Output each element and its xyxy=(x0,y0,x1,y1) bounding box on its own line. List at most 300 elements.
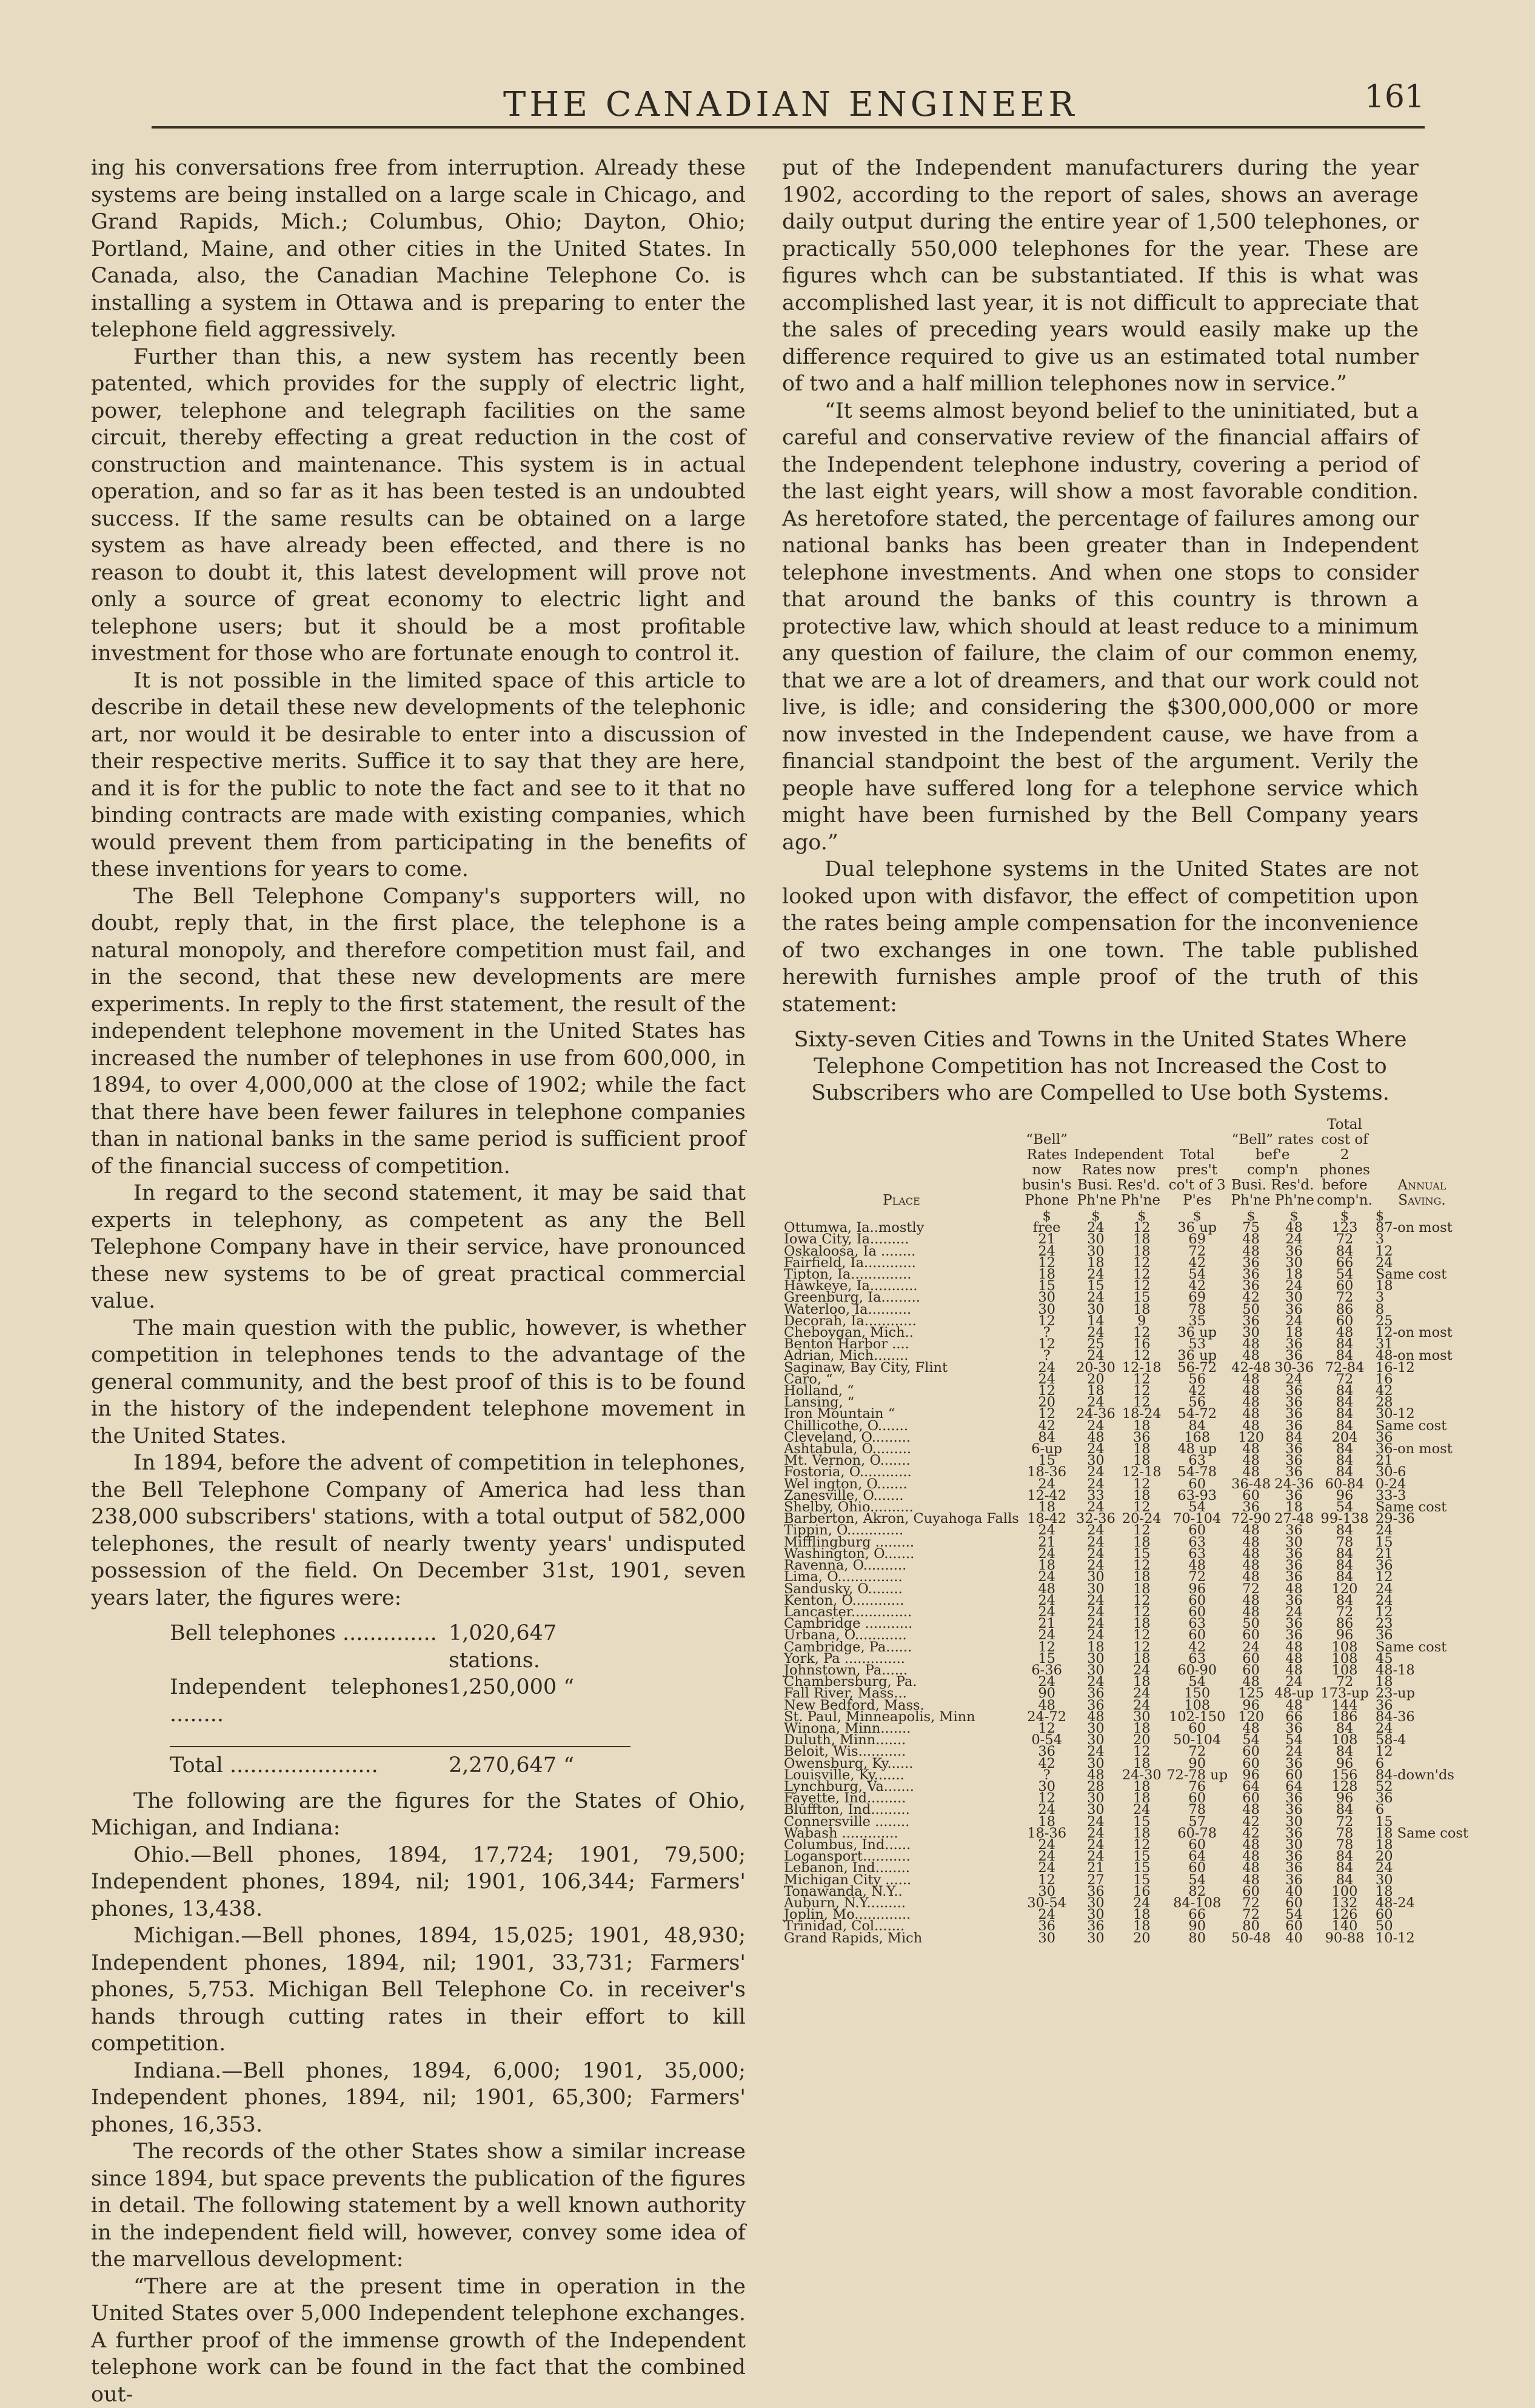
table-cell: 54 xyxy=(1316,1269,1374,1280)
table-cell: 15 xyxy=(1021,1455,1073,1467)
table-cell: 30 xyxy=(1072,1584,1119,1595)
table-cell: 84 xyxy=(1316,1548,1374,1560)
table-cell: 50-48 xyxy=(1229,1933,1272,1944)
table-cell: 108 xyxy=(1316,1642,1374,1653)
table-cell: 84 xyxy=(1316,1595,1374,1607)
table-cell: 24 xyxy=(1119,1665,1165,1676)
table-cell: 24 xyxy=(1072,1828,1119,1839)
table-cell-place: Adrian, Mich........ xyxy=(782,1350,1021,1362)
table-cell: 36 xyxy=(1229,1280,1272,1292)
table-cell: 42 xyxy=(1165,1257,1229,1269)
table-cell: 42 xyxy=(1165,1642,1229,1653)
paragraph: ing his conversations free from interruption. Already these systems are being installed on a large scale in Chicago, and Grand Rapids, Mich.; Columbus, Ohio; Dayton, Ohio; Portland, Maine, and other cities in the United States. In Canada, also, the Canadian Machine Telephone Co. is installing a system in Ottawa and is preparing to enter the telephone field aggressively. xyxy=(91,155,746,344)
table-cell: 18 xyxy=(1119,1246,1165,1257)
table-cell-place: Kenton, O............ xyxy=(782,1595,1021,1607)
table-cell: 8 xyxy=(1374,1304,1470,1316)
table-cell: 30 xyxy=(1072,1304,1119,1316)
table-cell: 48 xyxy=(1229,1443,1272,1455)
table-cell: 96 xyxy=(1229,1700,1272,1711)
table-cell: 23-up xyxy=(1374,1688,1470,1699)
table-cell: 24 xyxy=(1021,1246,1073,1257)
table-cell: 14 xyxy=(1072,1316,1119,1327)
table-cell: 24 xyxy=(1072,1269,1119,1280)
table-cell: 18 xyxy=(1072,1642,1119,1653)
table-cell: 144 xyxy=(1316,1700,1374,1711)
table-cell-place: Cleveland, O......... xyxy=(782,1432,1021,1443)
table-cell-place: Grand Rapids, Mich xyxy=(782,1933,1021,1944)
table-cell-place: Zanesville, O....... xyxy=(782,1490,1021,1502)
table-cell: 18-36 xyxy=(1021,1828,1073,1839)
table-cell: Same cost xyxy=(1374,1502,1470,1513)
table-cell: 3 xyxy=(1374,1234,1470,1245)
table-cell-place: Washington, O....... xyxy=(782,1548,1021,1560)
table-cell: 48 xyxy=(1229,1246,1272,1257)
table-cell: 108 xyxy=(1316,1734,1374,1746)
table-cell: 63 xyxy=(1165,1455,1229,1467)
table-cell: 36 up xyxy=(1165,1327,1229,1339)
table-cell: 72-90 xyxy=(1229,1513,1272,1525)
table-cell: 20 xyxy=(1072,1374,1119,1385)
table-cell: 32-36 xyxy=(1072,1513,1119,1525)
table-cell: 12 xyxy=(1021,1339,1073,1350)
table-cell: 66 xyxy=(1165,1909,1229,1921)
table-cell-place: Logansport........... xyxy=(782,1851,1021,1862)
table-cell-place: Lansing, “ xyxy=(782,1397,1021,1408)
table-cell: 60 xyxy=(1374,1909,1470,1921)
paragraph: Further than this, a new system has recently been patented, which provides for the supply of electric light, power, telephone and telegraph facilities on the same circuit, thereby effecting a great reduction in the cost of construction and maintenance. This system is in actual operation, and so far as it has been tested is an undoubted success. If the same results can be obtained on a large system as have already been effected, and there is no reason to doubt it, this latest development will prove not only a source of great economy to electric light and telephone users; but it should be a most profitable investment for those who are fortunate enough to control it. xyxy=(91,344,746,667)
table-cell: 90 xyxy=(1165,1758,1229,1770)
stats-label: Independent telephones ........ xyxy=(170,1674,449,1728)
table-cell: 24 xyxy=(1072,1420,1119,1432)
table-caption: Sixty-seven Cities and Towns in the United States Where Telephone Competition has not Increased the Cost to Subscribers who are Compelled to Use both Systems. xyxy=(782,1026,1419,1106)
table-cell: 10-12 xyxy=(1374,1933,1470,1944)
table-cell: 24 xyxy=(1021,1595,1073,1607)
table-cell: 60 xyxy=(1272,1898,1316,1909)
table-cell: 15 xyxy=(1021,1280,1073,1292)
paragraph: It is not possible in the limited space of this article to describe in detail these new developments of the telephonic art, nor would it be desirable to enter into a discussion of their respective merits. Suffice it to say that they are here, and it is for the public to note the fact and see to it that no binding contracts are made with existing companies, which would prevent them from participating in the benefits of these inventions for years to come. xyxy=(91,667,746,883)
table-cell: 48 xyxy=(1229,1408,1272,1420)
table-cell: 12 xyxy=(1119,1222,1165,1234)
table-cell: 84 xyxy=(1316,1571,1374,1583)
table-cell: 30 xyxy=(1272,1292,1316,1303)
table-cell: 42 xyxy=(1021,1420,1073,1432)
stats-label: Bell telephones .............. xyxy=(170,1620,449,1674)
table-cell: 48 xyxy=(1229,1839,1272,1851)
table-cell: 6 xyxy=(1374,1804,1470,1816)
table-cell: 72 xyxy=(1316,1234,1374,1245)
table-cell: 50-104 xyxy=(1165,1734,1229,1746)
table-cell-place: Fall River, Mass... xyxy=(782,1688,1021,1699)
table-cell: 57 xyxy=(1165,1816,1229,1828)
table-cell-place: Ashtabula, O......... xyxy=(782,1443,1021,1455)
table-cell: 48 xyxy=(1229,1862,1272,1874)
table-cell: 84 xyxy=(1316,1350,1374,1362)
table-cell: 18 xyxy=(1119,1443,1165,1455)
table-cell: 75 xyxy=(1229,1222,1272,1234)
table-cell: 24-36 xyxy=(1272,1479,1316,1490)
table-cell: 18 xyxy=(1119,1653,1165,1665)
table-cell: 90-88 xyxy=(1316,1933,1374,1944)
table-cell: 18 xyxy=(1119,1234,1165,1245)
table-cell: 24 xyxy=(1021,1525,1073,1536)
stats-value: 1,020,647 stations. xyxy=(449,1620,630,1674)
table-cell: 30 xyxy=(1072,1246,1119,1257)
table-cell: 48 xyxy=(1272,1222,1316,1234)
table-cell: 31 xyxy=(1374,1339,1470,1350)
table-cell: 56 xyxy=(1165,1374,1229,1385)
paragraph: The Bell Telephone Company's supporters will, no doubt, reply that, in the first place, the telephone is a natural monopoly, and therefore competition must fail, and in the second, that these new developments are mere experiments. In reply to the first statement, the result of the independent telephone movement in the United States has increased the number of telephones in use from 600,000, in 1894, to over 4,000,000 at the close of 1902; while the fact that there have been fewer failures in telephone companies than in national banks in the same period is sufficient proof of the financial success of competition. xyxy=(91,883,746,1180)
table-cell: 30-54 xyxy=(1021,1898,1073,1909)
table-cell: 36 xyxy=(1272,1804,1316,1816)
table-cell: ? xyxy=(1021,1327,1073,1339)
table-cell: 63 xyxy=(1165,1653,1229,1665)
right-column xyxy=(782,155,1419,1944)
table-cell-place: Holland, “ xyxy=(782,1385,1021,1397)
table-cell-place: Sandusky, O........ xyxy=(782,1584,1021,1595)
table-cell-place: Mt. Vernon, O....... xyxy=(782,1455,1021,1467)
table-cell: 24 xyxy=(1072,1467,1119,1478)
table-cell: 24 xyxy=(1272,1234,1316,1245)
table-cell: $ xyxy=(1229,1211,1272,1222)
table-cell: 108 xyxy=(1316,1653,1374,1665)
table-cell: 42 xyxy=(1229,1816,1272,1828)
table-cell: 36-48 xyxy=(1229,1479,1272,1490)
table-cell: 24 xyxy=(1119,1688,1165,1699)
table-cell: 60 xyxy=(1229,1630,1272,1641)
rates-table xyxy=(782,1117,1470,1944)
table-cell-place: Lebanon, Ind........ xyxy=(782,1862,1021,1874)
table-cell: 72 xyxy=(1316,1607,1374,1618)
table-cell: 36 xyxy=(1374,1793,1470,1804)
table-cell-place: Fairfield, Ia............ xyxy=(782,1257,1021,1269)
table-cell: 24 xyxy=(1119,1804,1165,1816)
table-cell-place: Owensburg, Ky...... xyxy=(782,1758,1021,1770)
header-independent-rates: Independent Rates now Busi. Res'd. Ph'ne Ph'ne xyxy=(1072,1117,1165,1211)
table-cell: 36 xyxy=(1272,1408,1316,1420)
table-cell: 24 xyxy=(1072,1851,1119,1862)
table-cell: 18 xyxy=(1119,1420,1165,1432)
table-cell: 48 xyxy=(1229,1548,1272,1560)
paragraph: In regard to the second statement, it may be said that experts in telephony, as competent as any the Bell Telephone Company have in their service, have pronounced these new systems to be of great practical commercial value. xyxy=(91,1180,746,1315)
table-cell: 30 xyxy=(1229,1327,1272,1339)
table-cell: 48 xyxy=(1165,1560,1229,1571)
table-cell: 18 Same cost xyxy=(1374,1828,1470,1839)
table-cell: 60 xyxy=(1165,1839,1229,1851)
telephone-stats xyxy=(170,1620,630,1779)
table-cell: 84 xyxy=(1165,1420,1229,1432)
table-cell: 64 xyxy=(1165,1851,1229,1862)
table-cell: 72 xyxy=(1165,1571,1229,1583)
table-cell: 84 xyxy=(1316,1851,1374,1862)
table-cell-place: Tonawanda, N.Y.. xyxy=(782,1886,1021,1898)
table-cell: 60 xyxy=(1165,1595,1229,1607)
table-cell-place: Iron Mountain “ xyxy=(782,1408,1021,1420)
table-cell: 20 xyxy=(1374,1851,1470,1862)
table-cell: 35 xyxy=(1165,1316,1229,1327)
table-cell: 24 xyxy=(1072,1607,1119,1618)
table-cell-place: Benton Harbor .... xyxy=(782,1339,1021,1350)
table-cell: 12 xyxy=(1119,1269,1165,1280)
table-cell: 42 xyxy=(1165,1385,1229,1397)
table-cell: 36 up xyxy=(1165,1222,1229,1234)
table-cell: 78 xyxy=(1165,1304,1229,1316)
table-cell: 20 xyxy=(1119,1933,1165,1944)
table-cell: 36 xyxy=(1272,1828,1316,1839)
table-cell: 36 xyxy=(1229,1257,1272,1269)
table-cell-place: Lancaster.............. xyxy=(782,1607,1021,1618)
table-cell: 18 xyxy=(1119,1723,1165,1734)
table-cell: 204 xyxy=(1316,1432,1374,1443)
table-cell: 30 xyxy=(1072,1909,1119,1921)
table-cell: 36 xyxy=(1272,1385,1316,1397)
table-cell: 63 xyxy=(1165,1537,1229,1548)
table-cell: 48 xyxy=(1229,1804,1272,1816)
table-cell-place: Fayette, Ind......... xyxy=(782,1793,1021,1804)
table-cell: 21 xyxy=(1072,1862,1119,1874)
table-cell: 21 xyxy=(1021,1234,1073,1245)
table-cell: 24 xyxy=(1374,1584,1470,1595)
table-cell: 42-48 xyxy=(1229,1362,1272,1374)
table-cell: 53 xyxy=(1165,1339,1229,1350)
table-cell: 54 xyxy=(1165,1676,1229,1688)
table-cell: 12-18 xyxy=(1119,1362,1165,1374)
table-cell: 84 xyxy=(1316,1862,1374,1874)
table-cell-place: Caro, “ xyxy=(782,1374,1021,1385)
table-cell: 30 xyxy=(1072,1793,1119,1804)
table-cell: 36 xyxy=(1272,1525,1316,1536)
table-cell-place: Trinidad, Col....... xyxy=(782,1921,1021,1932)
table-cell: 60 xyxy=(1165,1525,1229,1536)
table-cell: 12 xyxy=(1021,1385,1073,1397)
table-cell: 84 xyxy=(1316,1525,1374,1536)
table-cell: 36 xyxy=(1119,1432,1165,1443)
table-cell: 36 xyxy=(1374,1700,1470,1711)
table-cell: 78 xyxy=(1316,1828,1374,1839)
table-cell: 6-36 xyxy=(1021,1665,1073,1676)
table-cell: 48 xyxy=(1072,1432,1119,1443)
table-cell: 84 xyxy=(1316,1723,1374,1734)
table-cell: 9 xyxy=(1119,1316,1165,1327)
table-cell: 48 xyxy=(1229,1723,1272,1734)
table-cell: 12 xyxy=(1021,1316,1073,1327)
table-cell: 69 xyxy=(1165,1292,1229,1303)
table-cell: 30 xyxy=(1072,1804,1119,1816)
table-cell: 24 xyxy=(1374,1525,1470,1536)
table-cell-place: Hawkeye, Ia........... xyxy=(782,1280,1021,1292)
table-cell: 120 xyxy=(1229,1432,1272,1443)
table-cell: 24 xyxy=(1272,1280,1316,1292)
table-cell: 36 xyxy=(1229,1502,1272,1513)
table-cell: 18 xyxy=(1021,1269,1073,1280)
table-cell: 96 xyxy=(1316,1758,1374,1770)
table-cell: 15 xyxy=(1119,1816,1165,1828)
table-cell: 48 xyxy=(1021,1584,1073,1595)
table-cell: 66 xyxy=(1316,1257,1374,1269)
table-cell: 12 xyxy=(1021,1257,1073,1269)
table-cell: 84 xyxy=(1021,1432,1073,1443)
table-cell: 16-12 xyxy=(1374,1362,1470,1374)
table-cell: 84 xyxy=(1316,1443,1374,1455)
table-row xyxy=(782,1362,1470,1374)
table-cell: 24 xyxy=(1072,1676,1119,1688)
table-cell-place: Barberton, Akron, Cuyahoga Falls xyxy=(782,1513,1021,1525)
table-cell: 24 xyxy=(1021,1804,1073,1816)
table-cell: 15 xyxy=(1119,1875,1165,1886)
table-cell: 24 xyxy=(1021,1862,1073,1874)
table-cell: 60-90 xyxy=(1165,1665,1229,1676)
table-cell: 54 xyxy=(1316,1502,1374,1513)
table-cell: 24 xyxy=(1072,1548,1119,1560)
table-cell: 58-4 xyxy=(1374,1734,1470,1746)
table-cell: 54 xyxy=(1272,1734,1316,1746)
table-cell: 48 xyxy=(1229,1851,1272,1862)
table-cell: 102-150 xyxy=(1165,1711,1229,1723)
table-cell: 0-54 xyxy=(1021,1734,1073,1746)
table-cell: 72 xyxy=(1165,1746,1229,1758)
table-cell: 20 xyxy=(1119,1734,1165,1746)
table-cell: 82 xyxy=(1165,1886,1229,1898)
table-cell: 18 xyxy=(1119,1758,1165,1770)
table-cell: 30-6 xyxy=(1374,1467,1470,1478)
table-cell: 12 xyxy=(1119,1630,1165,1641)
table-cell: 18-24 xyxy=(1119,1408,1165,1420)
table-cell: 36 xyxy=(1072,1921,1119,1932)
table-cell: 30 xyxy=(1119,1711,1165,1723)
table-cell: 30 xyxy=(1072,1234,1119,1245)
table-cell-place: Waterloo, Ia.......... xyxy=(782,1304,1021,1316)
table-cell: 60 xyxy=(1272,1770,1316,1781)
table-cell: 36 xyxy=(1272,1350,1316,1362)
table-cell: 18 xyxy=(1119,1537,1165,1548)
table-cell: 80 xyxy=(1229,1921,1272,1932)
table-cell-place: Cambridge, Pa...... xyxy=(782,1642,1021,1653)
table-cell-place: Johnstown, Pa...... xyxy=(782,1665,1021,1676)
table-cell: 54 xyxy=(1165,1269,1229,1280)
paragraph: The records of the other States show a similar increase since 1894, but space prevents the publication of the figures in detail. The following statement by a well known authority in the independent field will, however, convey some idea of the marvellous development: xyxy=(91,2138,746,2273)
table-cell: 36 xyxy=(1374,1630,1470,1641)
table-cell: 48 xyxy=(1229,1875,1272,1886)
table-cell: 18 xyxy=(1119,1909,1165,1921)
table-cell: 24 xyxy=(1272,1374,1316,1385)
table-cell: 54-72 xyxy=(1165,1408,1229,1420)
table-cell: 24 xyxy=(1021,1571,1073,1583)
table-cell: 21 xyxy=(1021,1618,1073,1630)
table-cell: 36 xyxy=(1272,1618,1316,1630)
table-cell: 18 xyxy=(1021,1816,1073,1828)
table-cell: 54-78 xyxy=(1165,1467,1229,1478)
table-cell: 18 xyxy=(1272,1269,1316,1280)
table-cell: 56 xyxy=(1165,1397,1229,1408)
table-cell: 15 xyxy=(1119,1292,1165,1303)
table-cell: 48 xyxy=(1272,1700,1316,1711)
table-cell: 72 xyxy=(1316,1676,1374,1688)
table-cell: $ xyxy=(1374,1211,1470,1222)
table-cell: 42 xyxy=(1229,1292,1272,1303)
table-cell: 48 xyxy=(1229,1537,1272,1548)
table-cell: 48 xyxy=(1272,1653,1316,1665)
table-cell: 150 xyxy=(1165,1688,1229,1699)
table-cell: 72 xyxy=(1316,1816,1374,1828)
table-cell: 21 xyxy=(1374,1548,1470,1560)
table-cell: 24 xyxy=(1021,1839,1073,1851)
table-cell: 36 xyxy=(1272,1397,1316,1408)
table-cell: 186 xyxy=(1316,1711,1374,1723)
table-cell: 18 xyxy=(1119,1618,1165,1630)
table-cell: 60-84 xyxy=(1316,1479,1374,1490)
table-cell: 84 xyxy=(1316,1397,1374,1408)
table-cell: $ xyxy=(1072,1211,1119,1222)
table-cell: 87-on most xyxy=(1374,1222,1470,1234)
table-cell: 21 xyxy=(1021,1537,1073,1548)
table-cell-place: New Bedford, Mass. xyxy=(782,1700,1021,1711)
table-cell: 40 xyxy=(1272,1933,1316,1944)
table-cell: 30 xyxy=(1272,1839,1316,1851)
table-cell-place: Iowa City, Ia......... xyxy=(782,1234,1021,1245)
table-cell: Same cost xyxy=(1374,1269,1470,1280)
table-cell-place: Wabash ............. xyxy=(782,1828,1021,1839)
table-cell: 60 xyxy=(1229,1653,1272,1665)
stats-value: 2,270,647 “ xyxy=(449,1752,630,1779)
table-cell: 140 xyxy=(1316,1921,1374,1932)
table-cell: 20-24 xyxy=(1119,1513,1165,1525)
table-cell-place: Mifflingburg ......... xyxy=(782,1537,1021,1548)
table-cell: 99-138 xyxy=(1316,1513,1374,1525)
table-cell: 36 xyxy=(1229,1316,1272,1327)
table-cell: 18 xyxy=(1119,1676,1165,1688)
paragraph: put of the Independent manufacturers during the year 1902, according to the report of sales, shows an average daily output during the entire year of 1,500 telephones, or practically 550,000 telephones for the year. These are figures whch can be substantiated. If this is what was accomplished last year, it is not difficult to appreciate that the sales of preceding years would easily make up the difference required to give us an estimated total number of two and a half million telephones now in service.” xyxy=(782,155,1419,398)
table-cell: 18 xyxy=(1119,1781,1165,1793)
table-cell: 84 xyxy=(1316,1875,1374,1886)
table-cell: 50 xyxy=(1229,1304,1272,1316)
table-cell-place: Decorah, Ia............ xyxy=(782,1316,1021,1327)
table-cell: 84 xyxy=(1272,1432,1316,1443)
table-cell: 12 xyxy=(1119,1595,1165,1607)
table-cell-place: Connersville ........ xyxy=(782,1816,1021,1828)
table-cell: 24 xyxy=(1072,1350,1119,1362)
paragraph: The following are the figures for the States of Ohio, Michigan, and Indiana: xyxy=(91,1788,746,1842)
table-cell: 18 xyxy=(1072,1385,1119,1397)
table-cell: 24 xyxy=(1021,1676,1073,1688)
table-cell: 24 xyxy=(1374,1257,1470,1269)
table-cell: 60 xyxy=(1316,1316,1374,1327)
table-cell: 16 xyxy=(1119,1339,1165,1350)
table-cell: 30 xyxy=(1072,1665,1119,1676)
table-cell-place: Columbus, Ind...... xyxy=(782,1839,1021,1851)
table-cell-place: Michigan City ...... xyxy=(782,1875,1021,1886)
table-cell: 36 xyxy=(1272,1875,1316,1886)
table-cell: 84-down'ds xyxy=(1374,1770,1470,1781)
table-cell: 18 xyxy=(1119,1793,1165,1804)
table-cell: 63 xyxy=(1165,1618,1229,1630)
table-cell: 36 xyxy=(1072,1700,1119,1711)
table-cell: 108 xyxy=(1316,1665,1374,1676)
table-cell: 18 xyxy=(1374,1839,1470,1851)
table-cell: 3 xyxy=(1374,1292,1470,1303)
table-cell-place: Cambridge ........... xyxy=(782,1618,1021,1630)
table-cell: 12 xyxy=(1119,1280,1165,1292)
table-cell: 90 xyxy=(1165,1921,1229,1932)
table-cell: 84 xyxy=(1316,1246,1374,1257)
table-cell: 24 xyxy=(1072,1560,1119,1571)
table-cell: 60 xyxy=(1229,1758,1272,1770)
table-cell: 60 xyxy=(1229,1793,1272,1804)
table-cell: 12 xyxy=(1021,1793,1073,1804)
journal-title: THE CANADIAN ENGINEER xyxy=(503,85,1078,124)
table-cell: 36 xyxy=(1072,1886,1119,1898)
table-cell: 72 xyxy=(1229,1584,1272,1595)
page-number: 161 xyxy=(1365,79,1425,115)
table-cell: 125 xyxy=(1229,1688,1272,1699)
